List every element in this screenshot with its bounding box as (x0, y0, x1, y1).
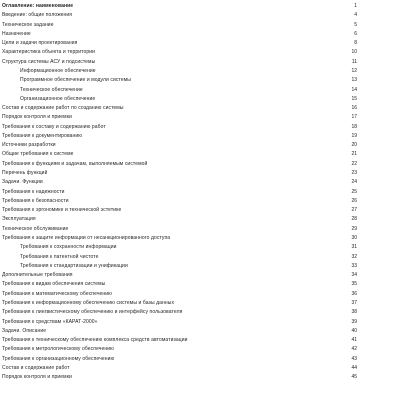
toc-entry-title: Требования к лингвистическому обеспечению и интерфейсу пользователя (2, 309, 183, 316)
toc-entry[interactable] (0, 328, 400, 335)
toc-entry[interactable] (0, 161, 400, 168)
toc-entry[interactable] (0, 12, 400, 19)
toc-entry[interactable] (0, 272, 400, 279)
toc-entry-title: Требования к сохранности информации (20, 244, 117, 251)
toc-entry-page: 23 (351, 170, 357, 177)
toc-entry[interactable] (0, 87, 400, 94)
toc-entry[interactable] (0, 356, 400, 363)
toc-entry-page: 40 (351, 327, 357, 334)
toc-entry[interactable] (0, 198, 400, 205)
toc-entry[interactable] (0, 179, 400, 186)
toc-entry-title: Требования к видам обеспечения системы (2, 281, 106, 288)
toc-entry-page: 25 (351, 188, 357, 195)
toc-entry[interactable] (0, 281, 400, 288)
toc-entry[interactable] (0, 207, 400, 214)
toc-entry[interactable] (0, 133, 400, 140)
toc-entry[interactable] (0, 309, 400, 316)
toc-entry[interactable] (0, 291, 400, 298)
toc-entry-title: Общие требования к системе (2, 151, 74, 158)
toc-entry[interactable] (0, 68, 400, 75)
toc-entry-title: Требования к безопасности (2, 197, 69, 204)
toc-entry[interactable] (0, 77, 400, 84)
toc-entry[interactable] (0, 374, 400, 381)
toc-entry-page: 6 (354, 30, 357, 37)
toc-entry-title: Техническое обеспечение (20, 86, 83, 93)
toc-entry-page: 34 (351, 272, 357, 279)
toc-entry-title: Источники разработки (2, 142, 56, 149)
toc-entry-title: Порядок контроля и приемки (2, 374, 72, 381)
toc-entry[interactable] (0, 189, 400, 196)
toc-entry-page: 21 (351, 151, 357, 158)
toc-entry-page: 33 (351, 262, 357, 269)
toc-entry[interactable] (0, 263, 400, 270)
toc-entry-title: Введение: общие положения (2, 12, 73, 19)
toc-entry-title: Программное обеспечение и модули системы (20, 77, 131, 84)
toc-entry-title: Требования к техническому обеспечению комплекса средств автоматизации (2, 337, 188, 344)
toc-entry-page: 31 (351, 244, 357, 251)
toc-entry-page: 17 (351, 114, 357, 121)
toc-entry-page: 32 (351, 253, 357, 260)
toc-entry-page: 29 (351, 225, 357, 232)
toc-entry-page: 5 (354, 21, 357, 28)
toc-entry-title: Состав и содержание работ (2, 364, 70, 371)
toc-entry-page: 45 (351, 374, 357, 381)
toc-entry-page: 15 (351, 95, 357, 102)
toc-entry[interactable] (0, 319, 400, 326)
toc-entry-page: 11 (351, 58, 357, 65)
toc-entry-page: 37 (351, 299, 357, 306)
toc-entry-title: Организационное обеспечение (20, 95, 96, 102)
toc-entry[interactable] (0, 59, 400, 66)
toc-entry-page: 39 (351, 318, 357, 325)
toc-entry-title: Требования к функциям и задачам, выполняемым системой (2, 160, 148, 167)
toc-entry-title: Структура системы АСУ и подсистемы (2, 58, 96, 65)
toc-entry-page: 22 (351, 160, 357, 167)
toc-entry[interactable] (0, 337, 400, 344)
toc-entry[interactable] (0, 244, 400, 251)
toc-entry-page: 13 (351, 77, 357, 84)
toc-entry[interactable] (0, 49, 400, 56)
toc-entry-title: Информационное обеспечение (20, 67, 96, 74)
toc-entry-page: 26 (351, 197, 357, 204)
toc-entry-title: Требования к математическому обеспечению (2, 290, 113, 297)
toc-entry[interactable] (0, 40, 400, 47)
toc-entry-title: Требования к патентной чистоте (20, 253, 99, 260)
toc-entry[interactable] (0, 346, 400, 353)
toc-entry-title: Требования к информационному обеспечению системы и базы данных (2, 299, 175, 306)
toc-entry[interactable] (0, 216, 400, 223)
toc-entry-title: Цели и задачи проектирования (2, 40, 78, 47)
toc-entry-page: 20 (351, 142, 357, 149)
toc-entry-title: Требования к метрологическому обеспечению (2, 346, 114, 353)
toc-entry-page: 16 (351, 105, 357, 112)
toc-entry[interactable] (0, 226, 400, 233)
toc-entry[interactable] (0, 254, 400, 261)
toc-entry-title: Требования к организационному обеспечению (2, 355, 115, 362)
toc-entry-title: Задачи. Функции (2, 179, 43, 186)
toc-entry-page: 30 (351, 235, 357, 241)
toc-entry-page: 10 (351, 49, 357, 56)
toc-entry-page: 41 (351, 337, 357, 344)
toc-entry-title: Характеристика объекта и территории (2, 49, 96, 56)
toc-entry-page: 44 (351, 364, 357, 371)
toc-entry-title: Дополнительные требования (2, 272, 73, 279)
toc-entry-page: 12 (351, 67, 357, 74)
toc-entry[interactable] (0, 142, 400, 149)
toc-entry-page: 27 (351, 207, 357, 214)
toc-entry-title: Требования к эргономике и технической эстетике (2, 207, 122, 214)
toc-entry-page: 18 (351, 123, 357, 130)
toc-entry[interactable] (0, 235, 400, 242)
toc-entry-title: Техническое обслуживание (2, 225, 69, 232)
toc-entry[interactable] (0, 124, 400, 131)
toc-entry-page: 1 (354, 3, 357, 9)
toc-entry-title: Эксплуатация (2, 216, 36, 223)
toc-entry-title: Требования к средствам «КАРАТ-2000» (2, 318, 98, 325)
toc-entry-title: Требования к надежности (2, 188, 65, 195)
toc-entry-page: 19 (351, 132, 357, 139)
toc-entry-page: 14 (351, 86, 357, 93)
toc-entry[interactable] (0, 31, 400, 38)
toc-entry-page: 28 (351, 216, 357, 223)
toc-entry-title: Требования к документированию (2, 132, 83, 139)
toc-entry-page: 38 (351, 309, 357, 316)
toc-entry-title: Перечень функций (2, 170, 48, 177)
toc-entry[interactable] (0, 3, 400, 10)
toc-entry[interactable] (0, 96, 400, 103)
toc-entry-title: Задачи. Описание (2, 327, 47, 334)
toc-entry[interactable] (0, 22, 400, 29)
toc-entry-page: 35 (351, 281, 357, 288)
toc-entry-title: Оглавление: наименование (2, 3, 74, 9)
toc-entry-title: Требования к составу и содержанию работ (2, 123, 106, 130)
toc-entry-title: Назначение (2, 30, 31, 37)
toc-entry-page: 42 (351, 346, 357, 353)
toc-entry-title: Требования к защите информации от несанкционированного доступа (2, 235, 171, 241)
toc-entry-page: 36 (351, 290, 357, 297)
toc-entry[interactable] (0, 300, 400, 307)
toc-entry[interactable] (0, 365, 400, 372)
toc-entry-title: Техническое задание (2, 21, 54, 28)
toc-entry-page: 24 (351, 179, 357, 186)
toc-entry-page: 4 (354, 12, 357, 19)
toc-entry[interactable] (0, 151, 400, 158)
toc-entry-page: 43 (351, 355, 357, 362)
toc-entry-title: Состав и содержание работ по созданию системы (2, 105, 124, 112)
toc-entry-title: Требования к стандартизации и унификации (20, 262, 128, 269)
toc-entry-page: 8 (354, 40, 357, 47)
toc-entry[interactable] (0, 114, 400, 121)
toc-entry-title: Порядок контроля и приемки (2, 114, 72, 121)
toc-entry[interactable] (0, 170, 400, 177)
toc-entry[interactable] (0, 105, 400, 112)
